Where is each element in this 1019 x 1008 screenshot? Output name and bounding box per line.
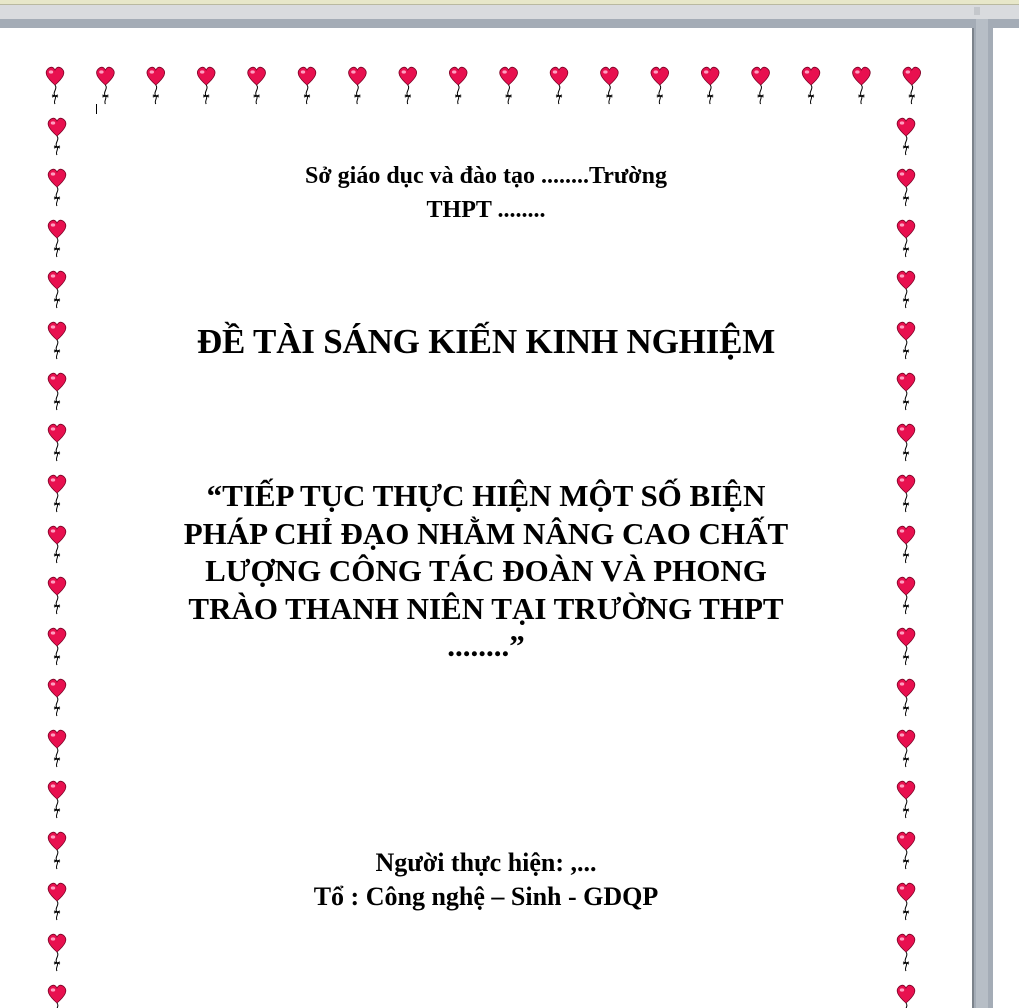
heart-balloon-icon [197, 67, 215, 104]
heart-balloon-icon [897, 118, 915, 155]
heart-balloon-icon [651, 67, 669, 104]
heart-balloon-icon [48, 934, 66, 971]
heart-balloon-icon [46, 67, 64, 104]
heart-balloon-icon [48, 781, 66, 818]
topic-title [0, 477, 972, 665]
text-cursor [96, 104, 97, 114]
heart-balloon-icon [298, 67, 316, 104]
topic-line-3: LƯỢNG CÔNG TÁC ĐOÀN VÀ PHONG [205, 553, 767, 588]
heart-balloon-icon [853, 67, 871, 104]
heart-balloon-icon [248, 67, 266, 104]
heart-balloon-icon [897, 271, 915, 308]
document-title: ĐỀ TÀI SÁNG KIẾN KINH NGHIỆM [196, 322, 776, 361]
heart-balloon-icon [48, 271, 66, 308]
author-line-1: Người thực hiện: ,... [375, 848, 597, 877]
topic-line-1: “TIẾP TỤC THỰC HIỆN MỘT SỐ BIỆN [206, 478, 766, 513]
heart-balloon-icon [48, 373, 66, 410]
heart-balloon-icon [449, 67, 467, 104]
page-gap [976, 19, 988, 1008]
heart-balloon-icon [897, 781, 915, 818]
heart-balloon-icon [550, 67, 568, 104]
school-header-line-1: Sở giáo dục và đào tạo ........Trường [305, 163, 667, 189]
heart-balloon-icon [48, 424, 66, 461]
document-page[interactable] [0, 28, 972, 1008]
ruler-handle[interactable] [974, 7, 980, 15]
heart-balloon-icon [897, 985, 915, 1008]
heart-balloon-icon [897, 730, 915, 767]
heart-balloon-icon [897, 424, 915, 461]
author-line-2: Tổ : Công nghệ – Sinh - GDQP [313, 882, 659, 911]
heart-balloon-icon [897, 679, 915, 716]
school-header [0, 159, 972, 227]
heart-balloon-icon [897, 934, 915, 971]
heart-balloon-icon [802, 67, 820, 104]
heart-balloon-icon [48, 985, 66, 1008]
heart-balloon-icon [701, 67, 719, 104]
school-header-line-2: THPT ........ [426, 197, 546, 223]
heart-balloon-icon [97, 67, 115, 104]
heart-balloon-icon [48, 730, 66, 767]
heart-balloon-icon [752, 67, 770, 104]
heart-balloon-icon [500, 67, 518, 104]
author-block [0, 846, 972, 914]
heart-balloon-icon [897, 373, 915, 410]
heart-balloon-icon [903, 67, 921, 104]
topic-line-5: ........” [447, 628, 525, 663]
heart-balloon-icon [147, 67, 165, 104]
heart-balloon-icon [601, 67, 619, 104]
heart-balloon-icon [399, 67, 417, 104]
heart-balloon-icon [349, 67, 367, 104]
next-page-edge [993, 28, 1019, 1008]
topic-line-2: PHÁP CHỈ ĐẠO NHẰM NÂNG CAO CHẤT [183, 515, 789, 551]
heart-balloon-icon [48, 679, 66, 716]
topic-line-4: TRÀO THANH NIÊN TẠI TRƯỜNG THPT [188, 590, 784, 626]
heart-balloon-icon [48, 118, 66, 155]
ruler-strip [0, 5, 1019, 19]
